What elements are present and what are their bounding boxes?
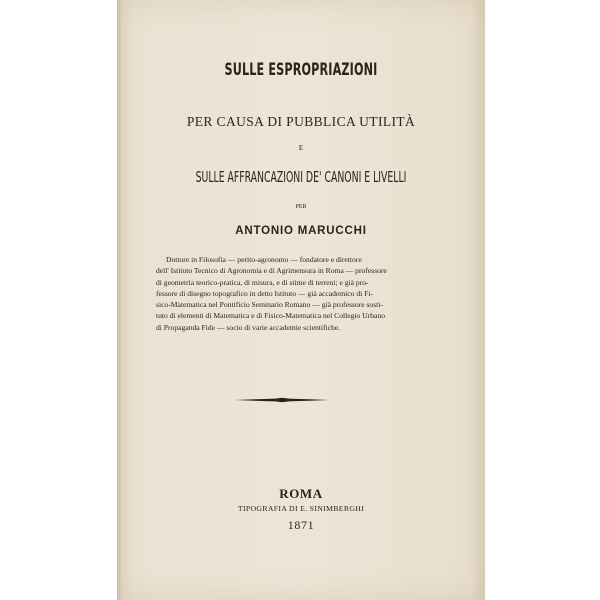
bio-line: di Propaganda Fide — socio di varie accademie scientifiche. bbox=[156, 322, 341, 332]
bio-line: tuto di elementi di Matematica e di Fisico-Matematica nel Collegio Urbano bbox=[156, 311, 386, 321]
by-label: PER bbox=[295, 204, 307, 210]
decorative-rule bbox=[235, 396, 329, 404]
printer-name: TIPOGRAFIA DI E. SINIMBERGHI bbox=[237, 504, 365, 513]
bio-line: sico-Matematica nel Pontificio Seminario Romano — già professore sosti- bbox=[156, 300, 383, 310]
book-title: SULLE ESPROPRIAZIONI bbox=[224, 60, 378, 80]
conjunction: E bbox=[298, 144, 304, 152]
publication-place: ROMA bbox=[279, 486, 323, 501]
bio-line: dell' Istituto Tecnico di Agronomia e di Agrimensura in Roma — professore bbox=[156, 266, 387, 276]
subtitle-line-1: PER CAUSA DI PUBBLICA UTILITÀ bbox=[186, 114, 416, 129]
subtitle-line-2: SULLE AFFRANCAZIONI DE' CANONI E LIVELLI bbox=[195, 168, 407, 186]
bio-line: Dottore in Filosofia — perito-agronomo — fondatore e direttore bbox=[166, 255, 362, 264]
bio-line: fessore di disegno topografico in detto Istituto — già accademico di Fi- bbox=[156, 288, 374, 298]
publication-year: 1871 bbox=[287, 518, 315, 532]
bio-line: di geometria teorico-pratica, di misura, e di stime di terreni; e già pro- bbox=[156, 277, 369, 287]
author-biography bbox=[156, 254, 452, 333]
author-name: ANTONIO MARUCCHI bbox=[235, 225, 367, 237]
